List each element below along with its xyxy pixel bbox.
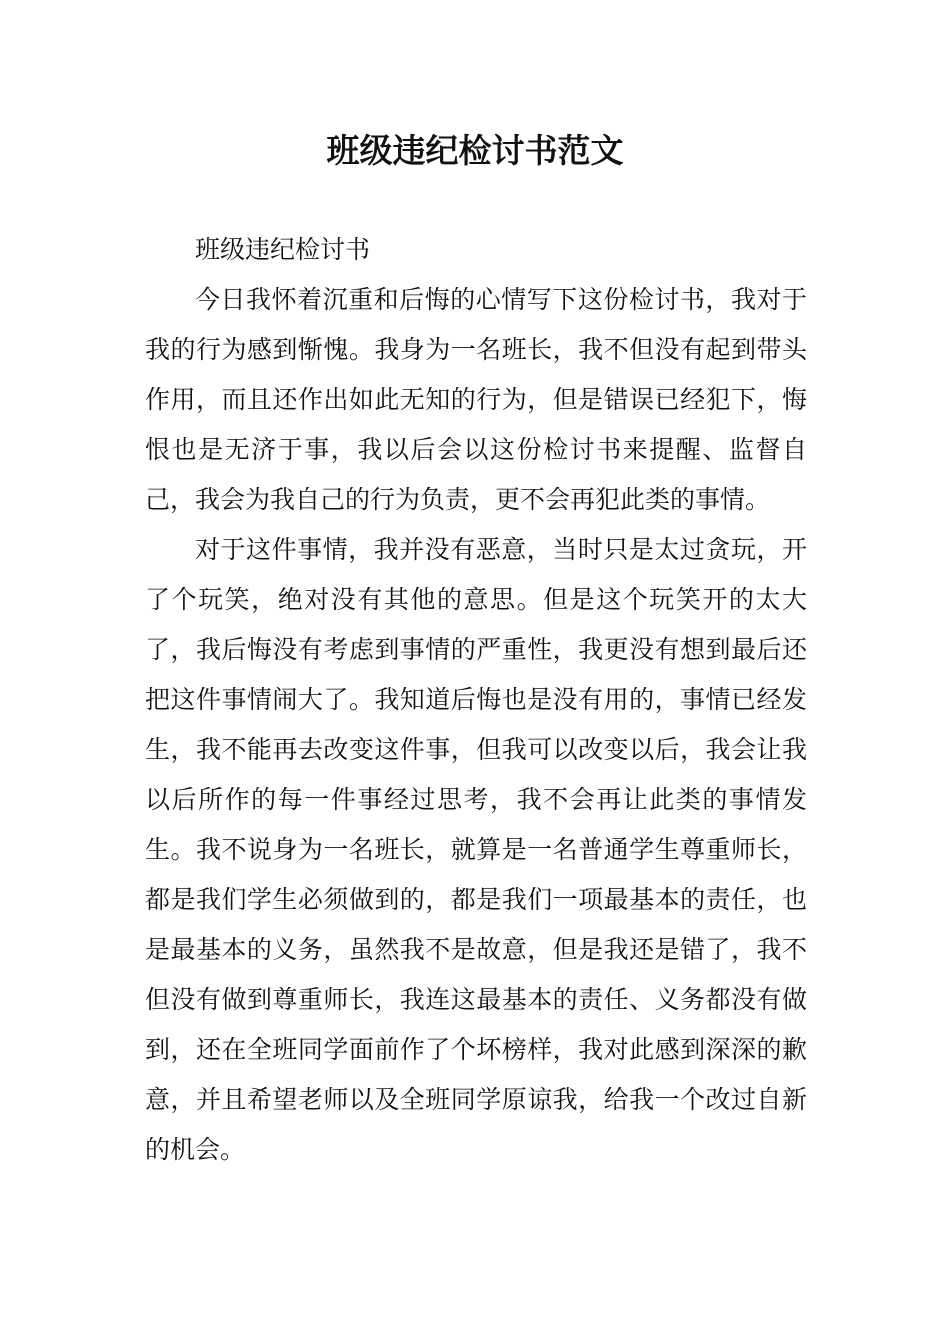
document-body (145, 225, 807, 1175)
paragraph-1: 今日我怀着沉重和后悔的心情写下这份检讨书，我对于我的行为感到惭愧。我身为一名班长，我不但没有起到带头作用，而且还作出如此无知的行为，但是错误已经犯下，悔恨也是无济于事，我以后会以这份检讨书来提醒、监督自己，我会为我自己的行为负责，更不会再犯此类的事情。 (145, 285, 807, 514)
document-subtitle: 班级违纪检讨书 (195, 235, 371, 264)
document-title: 班级违纪检讨书范文 (326, 131, 624, 170)
paragraph-2: 对于这件事情，我并没有恶意，当时只是太过贪玩，开了个玩笑，绝对没有其他的意思。但是这个玩笑开的太大了，我后悔没有考虑到事情的严重性，我更没有想到最后还把这件事情闹大了。我知道后悔也是没有用的，事情已经发生，我不能再去改变这件事，但我可以改变以后，我会让我以后所作的每一件事经过思考，我不会再让此类的事情发生。我不说身为一名班长，就算是一名普通学生尊重师长，都是我们学生必须做到的，都是我们一项最基本的责任，也是最基本的义务，虽然我不是故意，但是我还是错了，我不但没有做到尊重师长，我连这最基本的责任、义务都没有做到，还在全班同学面前作了个坏榜样，我对此感到深深的歉意，并且希望老师以及全班同学原谅我，给我一个改过自新的机会。 (145, 535, 807, 1164)
